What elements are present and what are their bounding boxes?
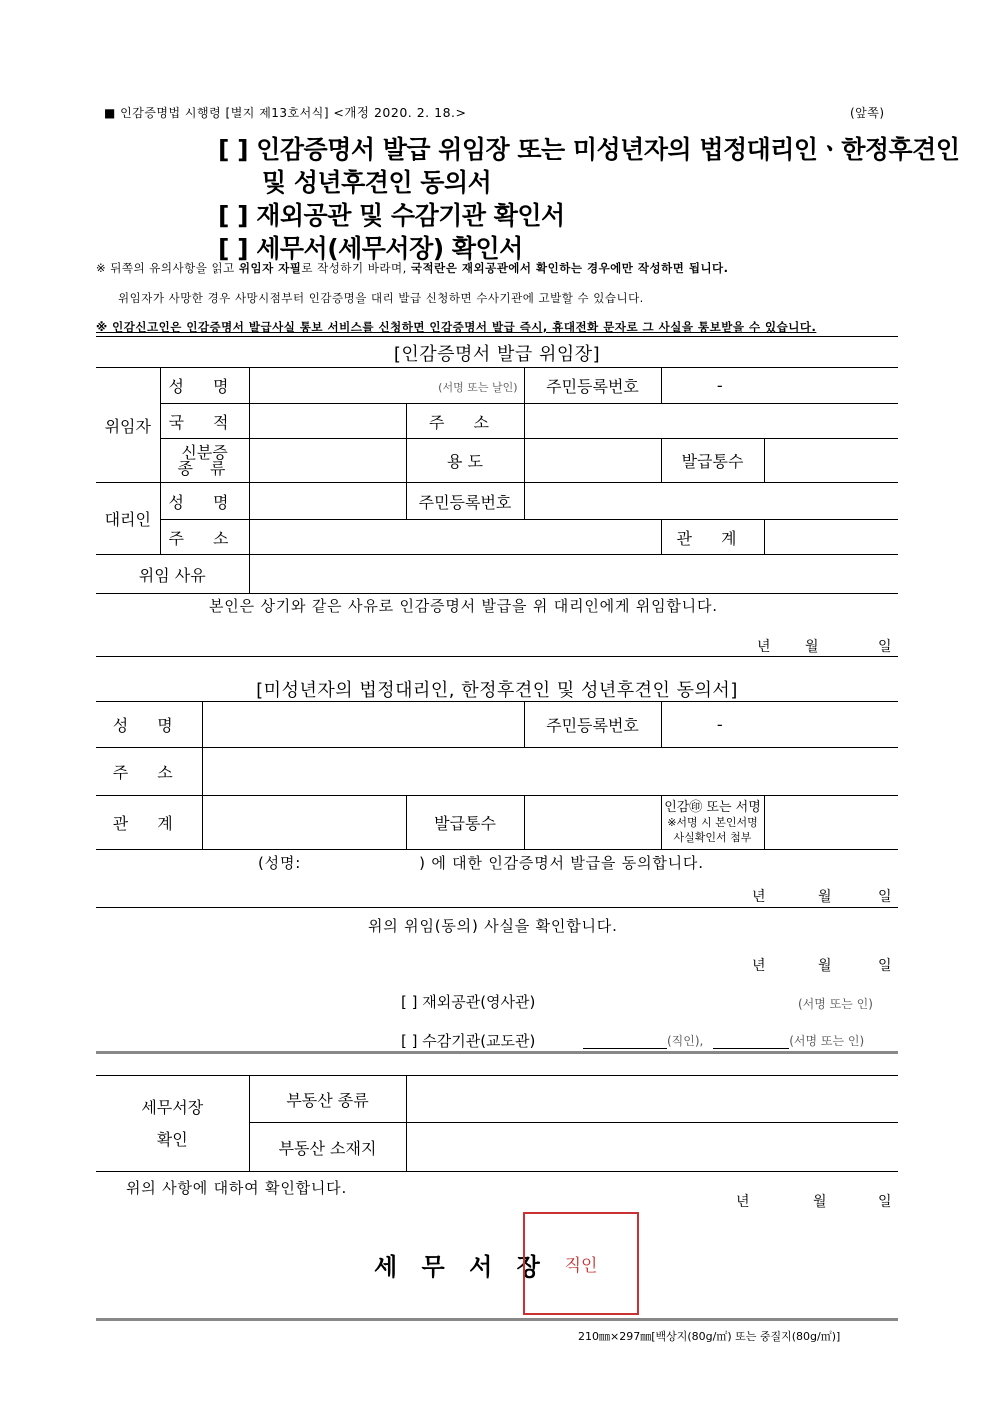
- paper-spec-footer: 210㎜×297㎜[백상지(80g/㎡) 또는 중질지(80g/㎡)]: [578, 1330, 841, 1343]
- consent-copies-field[interactable]: [524, 796, 661, 850]
- title-embassy: [ ] 재외공관 및 수감기관 확인서: [218, 201, 565, 230]
- consent-day-label: 일: [878, 889, 892, 905]
- copies-field[interactable]: [764, 439, 898, 483]
- embassy-checkbox[interactable]: [ ] 재외공관(영사관): [401, 993, 536, 1011]
- agent-address-label: 주 소: [160, 520, 249, 555]
- title-delegation: [ ] 인감증명서 발급 위임장 또는 미성년자의 법정대리인ㆍ한정후견인: [218, 135, 960, 164]
- note-instructions: ※ 뒤쪽의 유의사항을 읽고 위임자 자필로 작성하기 바라며, 국적란은 재외공관에서 확인하는 경우에만 작성하면 됩니다.: [96, 261, 729, 275]
- title-delegation-line2: 및 성년후견인 동의서: [262, 168, 492, 197]
- delegator-address-label: 주 소: [406, 404, 524, 439]
- consent-relation-field[interactable]: [202, 796, 406, 850]
- agent-rrn-label: 주민등록번호: [406, 483, 524, 520]
- consent-rrn-label: 주민등록번호: [524, 702, 661, 748]
- consent-table: [96, 701, 898, 850]
- form-reference: ■ 인감증명법 시행령 [별지 제13호서식] <개정 2020. 2. 18.>: [104, 105, 467, 120]
- property-type-field[interactable]: [406, 1076, 898, 1123]
- consent-relation-label: 관 계: [96, 796, 202, 850]
- tax-statement: 위의 사항에 대하여 확인합니다.: [126, 1179, 348, 1197]
- agent-rrn-field[interactable]: [524, 483, 898, 520]
- purpose-field[interactable]: [524, 439, 661, 483]
- consent-rrn-field[interactable]: -: [661, 702, 898, 748]
- reason-label: 위임 사유: [96, 555, 249, 594]
- note-death-warning: 위임자가 사망한 경우 사망시점부터 인감증명을 대리 발급 신청하면 수사기관에 고발할 수 있습니다.: [118, 291, 644, 305]
- purpose-label: 용 도: [406, 439, 524, 483]
- confirmation-month-label: 월: [818, 958, 832, 974]
- delegation-year-label: 년: [757, 639, 771, 655]
- tax-office-confirm-label: 세무서장 확인: [96, 1076, 249, 1172]
- delegation-table: [96, 367, 898, 594]
- delegator-nationality-field[interactable]: [249, 404, 406, 439]
- consent-name-label: 성 명: [96, 702, 202, 748]
- confirmation-statement: 위의 위임(동의) 사실을 확인합니다.: [368, 917, 618, 935]
- delegator-id-type-label: 신분증 종 류: [160, 439, 249, 483]
- agent-name-field[interactable]: [249, 483, 406, 520]
- note-notification: ※ 인감신고인은 인감증명서 발급사실 통보 서비스를 신청하면 인감증명서 발급 즉시, 휴대전화 문자로 그 사실을 통보받을 수 있습니다.: [96, 320, 817, 334]
- consent-statement: (성명: ) 에 대한 인감증명서 발급을 동의합니다.: [258, 854, 704, 872]
- agent-relation-label: 관 계: [661, 520, 764, 555]
- delegation-day-label: 일: [878, 639, 892, 655]
- prison-checkbox[interactable]: [ ] 수감기관(교도관): [401, 1032, 536, 1050]
- embassy-sign-hint: (서명 또는 인): [798, 997, 873, 1011]
- page-side-label: (앞쪽): [850, 106, 885, 120]
- consent-seal-label: 인감㊞ 또는 서명 ※서명 시 본인서명 사실확인서 첨부: [661, 796, 764, 850]
- delegator-nationality-label: 국 적: [160, 404, 249, 439]
- consent-month-label: 월: [818, 889, 832, 905]
- agent-label: 대리인: [96, 483, 160, 555]
- delegator-id-type-field[interactable]: [249, 439, 406, 483]
- property-type-label: 부동산 종류: [249, 1076, 406, 1123]
- delegation-month-label: 월: [805, 639, 819, 655]
- delegator-label: 위임자: [96, 368, 160, 483]
- official-seal-box[interactable]: 직인: [523, 1212, 639, 1315]
- agent-name-label: 성 명: [160, 483, 249, 520]
- tax-office-table: [96, 1075, 898, 1172]
- consent-year-label: 년: [752, 889, 766, 905]
- section-title-consent: [미성년자의 법정대리인, 한정후견인 및 성년후견인 동의서]: [256, 680, 738, 701]
- property-location-field[interactable]: [406, 1123, 898, 1172]
- tax-day-label: 일: [878, 1194, 892, 1210]
- delegator-rrn-field[interactable]: -: [661, 368, 898, 404]
- delegator-rrn-label: 주민등록번호: [524, 368, 661, 404]
- consent-seal-field[interactable]: [764, 796, 898, 850]
- agent-relation-field[interactable]: [764, 520, 898, 555]
- confirmation-year-label: 년: [752, 958, 766, 974]
- delegator-address-field[interactable]: [524, 404, 898, 439]
- delegator-name-field[interactable]: (서명 또는 날인): [249, 368, 524, 404]
- tax-office-head-title: 세 무 서 장: [374, 1253, 548, 1281]
- title-tax-office: [ ] 세무서(세무서장) 확인서: [218, 234, 523, 263]
- prison-position-field[interactable]: (직인), (서명 또는 인): [583, 1032, 864, 1049]
- confirmation-day-label: 일: [878, 958, 892, 974]
- agent-address-field[interactable]: [249, 520, 661, 555]
- consent-address-field[interactable]: [202, 748, 898, 796]
- consent-copies-label: 발급통수: [406, 796, 524, 850]
- delegation-statement: 본인은 상기와 같은 사유로 인감증명서 발급을 위 대리인에게 위임합니다.: [209, 597, 718, 615]
- tax-month-label: 월: [813, 1194, 827, 1210]
- property-location-label: 부동산 소재지: [249, 1123, 406, 1172]
- consent-name-field[interactable]: [202, 702, 524, 748]
- section-title-delegation: [인감증명서 발급 위임장]: [393, 344, 601, 365]
- copies-label: 발급통수: [661, 439, 764, 483]
- reason-field[interactable]: [249, 555, 898, 594]
- delegator-name-label: 성 명: [160, 368, 249, 404]
- consent-address-label: 주 소: [96, 748, 202, 796]
- tax-year-label: 년: [736, 1194, 750, 1210]
